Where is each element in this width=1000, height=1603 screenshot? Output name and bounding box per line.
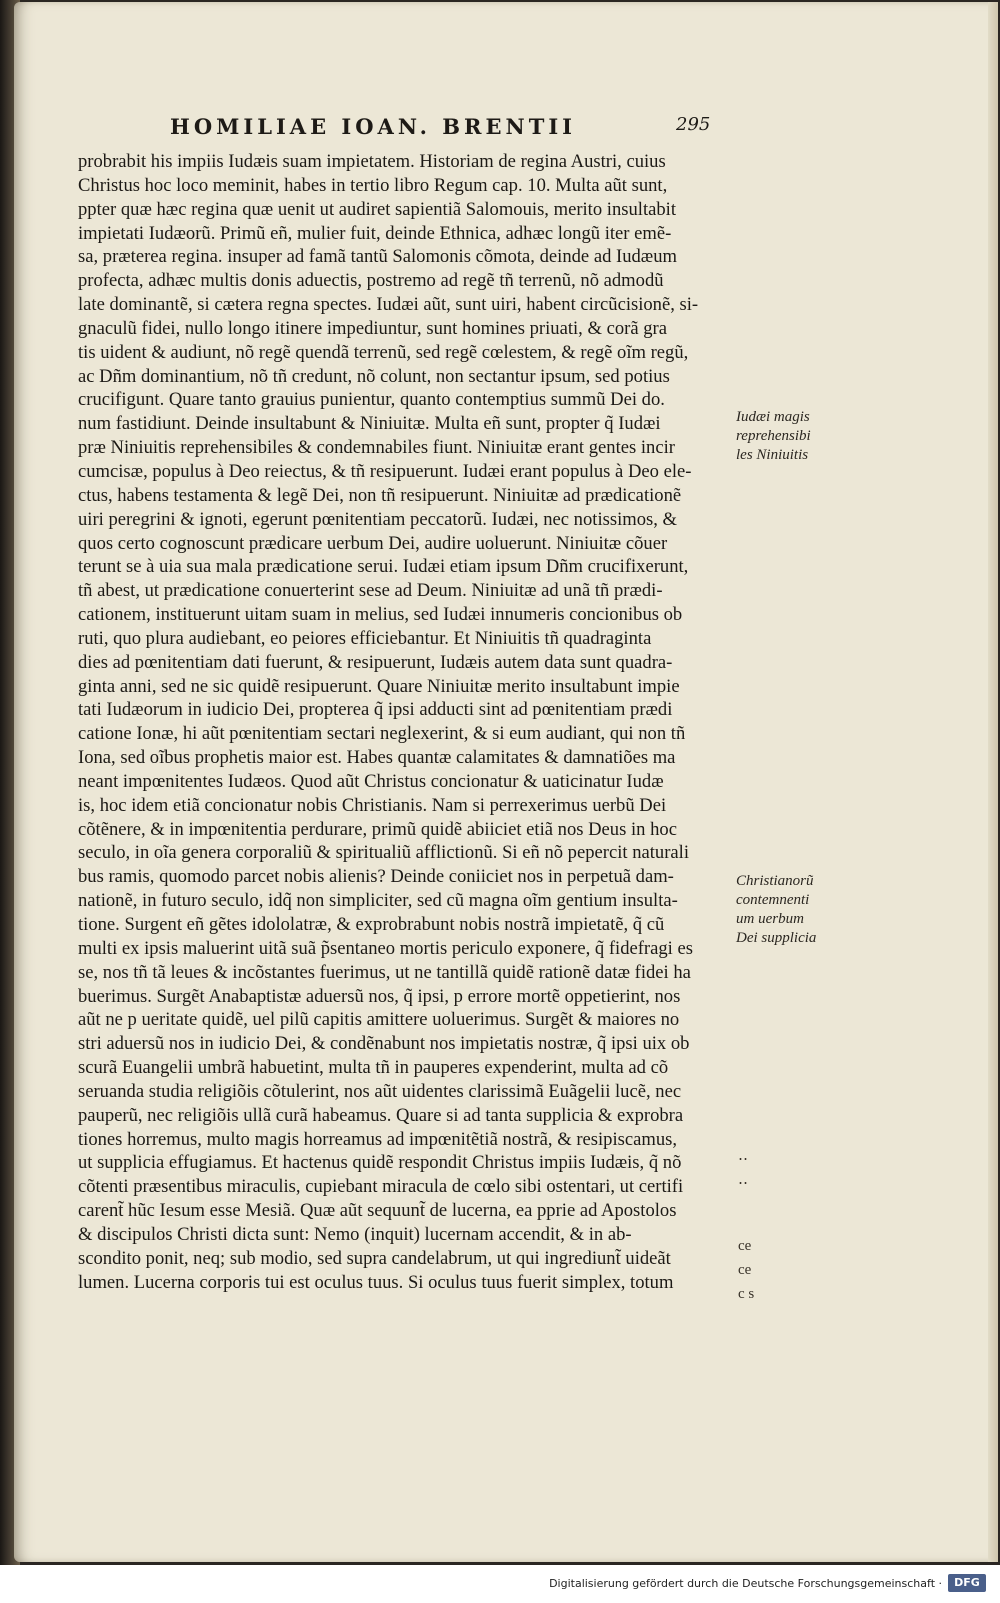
text-line: cõtenti præsentibus miraculis, cupiebant miracula de cœlo sibi ostentari, ut certifi [78,1176,684,1198]
page-edge [988,2,998,1562]
text-line: ruti, quo plura audiebant, eo peiores efficiebantur. Et Niniuitis tñ quadraginta [78,627,652,649]
margin-mark: ‥ [738,1148,749,1164]
text-line: ctus, habens testamenta & legẽ Dei, non tñ resipuerunt. Niniuitæ ad prædicationẽ [78,484,682,506]
text-line: terunt se à uia sua mala prædicatione serui. Iudæi etiam ipsum Dñm crucifixerunt, [78,556,689,578]
text-line: quos certo cognoscunt prædicare uerbum Dei, audire uoluerunt. Niniuitæ cõuer [78,532,668,554]
text-line: nationẽ, in futuro seculo, idq̃ non simpliciter, sed cũ magna oĩm gentium insulta- [78,890,678,912]
text-line: tione. Surgent eñ gẽtes idololatræ, & exprobrabunt nobis nostrã impietatẽ, q̃ cũ [78,914,665,935]
margin-mark: ‥ [738,1172,749,1188]
text-line: dies ad pœnitentiam dati fuerunt, & resipuerunt, Iudæis autem data sunt quadra- [78,651,673,673]
text-line: late dominantẽ, si cætera regna spectes. Iudæi aũt, sunt uiri, habent circũcisionẽ, si- [78,294,699,316]
text-line: num fastidiunt. Deinde insultabunt & Niniuitæ. Multa eñ sunt, propter q̃ Iudæi [78,413,661,435]
text-line: tiones horremus, multo magis horreamus ad impœnitẽtiã nostrã, & resipiscamus, [78,1128,678,1150]
dfg-logo: DFG [948,1574,986,1592]
margin-note-line: Christianorũ [736,873,814,889]
text-line: cõtẽnere, & in impœnitentia perdurare, primũ quidẽ abiiciet etiã nos Deus in hoc [78,818,677,840]
text-line: ut supplicia effugiamus. Et hactenus quidẽ respondit Christus impiis Iudæis, q̃ nõ [78,1152,682,1174]
text-line: sa, præterea regina. insuper ad famã tantũ Salomonis cõmota, deinde ad Iudæum [78,246,677,268]
text-line: carent̃ hũc Iesum esse Mesiã. Quæ aũt sequunt̃ de lucerna, ea pprie ad Apostolos [78,1200,677,1222]
text-line: neant impœnitentes Iudæos. Quod aũt Christus concionatur & uaticinatur Iudæ [78,770,664,792]
text-line: ac Dñm dominantium, nõ tñ credunt, nõ colunt, non sectantur ipsum, sed potius [78,365,670,387]
text-line: stri aduersũ nos in iudicio Dei, & condẽnabunt nos impietatis nostræ, q̃ ipsi uix ob [78,1033,690,1055]
margin-mark: c s [738,1286,755,1302]
text-line: scurã Euangelii umbrã habuetint, multa tñ in pauperes expenderint, multa ad cõ [78,1057,669,1079]
body-text [78,150,728,1295]
text-line: gnaculũ fidei, nullo longo itinere impediuntur, sunt homines priuati, & corã gra [78,317,667,339]
text-line: bus ramis, quomodo parcet nobis alienis? Deinde coniiciet nos in perpetuã dam- [78,866,674,888]
text-line: tñ abest, ut prædicatione conuerterint sese ad Deum. Niniuitæ ad unã tñ prædi- [78,580,663,602]
text-line: tis uident & audiunt, nõ regẽ quendã terrenũ, sed regẽ cœlestem, & regẽ oĩm regũ, [78,341,689,363]
text-line: profecta, adhæc multis donis aduectis, postremo ad regẽ tñ terrenũ, nõ admodũ [78,270,664,292]
text-line: is, hoc idem etiã concionatur nobis Christianis. Nam si perrexerimus uerbũ Dei [78,794,667,816]
margin-note-christianorum [736,872,824,948]
margin-note-line: reprehensibi [736,428,811,444]
margin-mark: ce [738,1262,752,1278]
footer-credit: Digitalisierung gefördert durch die Deutsche Forschungsgemeinschaft · [549,1577,942,1590]
text-line: se, nos tñ tã leues & incõstantes fuerimus, ut ne tantillã quidẽ rationẽ datæ fidei ha [78,961,691,983]
text-line: seruanda studia religiõis cõtulerint, nos aũt uidentes clarissimã Euãgelii lucẽ, nec [78,1080,682,1102]
margin-note-line: Dei supplicia [736,930,817,946]
text-line: Christus hoc loco meminit, habes in tertio libro Regum cap. 10. Multa aũt sunt, [78,174,668,196]
margin-note-line: Iudæi magis [736,409,810,425]
text-line: catione Ionæ, hi aũt pœnitentiam sectari neglexerint, & si eum audiant, qui non tñ [78,723,686,745]
text-line: tati Iudæorum in iudicio Dei, propterea q̃ ipsi adducti sint ad pœnitentiam prædi [78,699,673,721]
margin-note-line: les Niniuitis [736,447,809,463]
text-line: impietati Iudæorũ. Primũ eñ, mulier fuit, deinde Ethnica, adhæc longũ iter emẽ- [78,222,672,244]
text-line: aũt ne p ueritate quidẽ, uel pilũ capitis amittere uoluerimus. Surgẽt & maiores no [78,1009,680,1031]
text-line: præ Niniuitis reprehensibiles & condemnabiles fiunt. Niniuitæ erant gentes incir [78,437,675,459]
text-line: probrabit his impiis Iudæis suam impietatem. Historiam de regina Austri, cuius [78,151,666,172]
text-line: ginta anni, sed ne sic quidẽ resipuerunt. Quare Niniuitæ merito insultabunt impie [78,675,680,697]
text-line: lumen. Lucerna corporis tui est oculus tuus. Si oculus tuus fuerit simplex, totum [78,1271,674,1293]
text-line: & discipulos Christi dicta sunt: Nemo (inquit) lucernam accendit, & in ab- [78,1223,632,1245]
running-head: HOMILIAE IOAN. BRENTII [170,114,576,139]
text-line: seculo, in oĩa genera corporaliũ & spiritualiũ afflictionũ. Si eñ nõ pepercit naturali [78,842,689,864]
text-line: scondito ponit, neq; sub modio, sed supra candelabrum, ut qui ingrediunt̃ uideãt [78,1247,671,1269]
text-line: cumcisæ, populus à Deo reiectus, & tñ resipuerunt. Iudæi erant populus à Deo ele- [78,460,692,482]
footer-bar [0,1565,1000,1603]
text-line: cationem, instituerunt uitam suam in melius, sed Iudæi innumeris concionibus ob [78,604,683,626]
margin-note-line: um uerbum [736,911,804,927]
text-line: multi ex ipsis maluerint uitã suã p̃sentaneo mortis periculo exponere, q̃ fidefragi es [78,937,693,959]
text-line: Iona, sed oĩbus prophetis maior est. Habes quantæ calamitates & damnatiões ma [78,747,676,769]
text-line: buerimus. Surgẽt Anabaptistæ aduersũ nos, q̃ ipsi, p errore mortẽ oppetierint, nos [78,985,681,1007]
margin-note-iudaei [736,408,824,465]
margin-note-line: contemnenti [736,892,810,908]
text-line: ppter quæ hæc regina quæ uenit ut audiret sapientiã Salomouis, merito insultabit [78,198,676,220]
text-line: crucifigunt. Quare tanto grauius punientur, quanto contemptius summũ Dei do. [78,389,665,411]
page-number: 295 [676,114,711,135]
margin-mark: ce [738,1238,752,1254]
text-line: pauperũ, nec religiõis ullã curã habeamus. Quare si ad tanta supplicia & exprobra [78,1104,684,1126]
text-line: uiri peregrini & ignoti, egerunt pœnitentiam peccatorũ. Iudæi, nec notissimos, & [78,508,678,530]
